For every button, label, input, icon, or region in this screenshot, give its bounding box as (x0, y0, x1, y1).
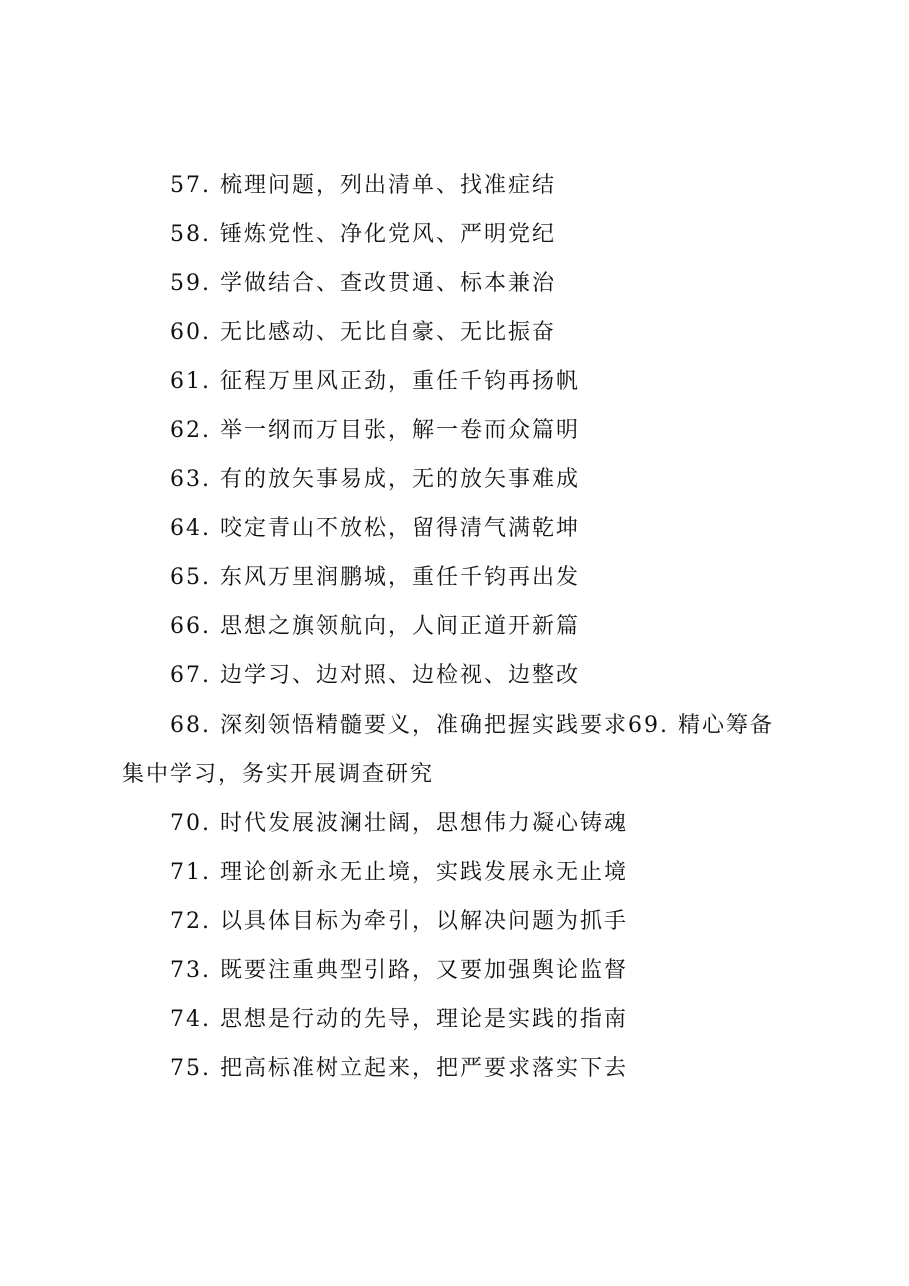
item-number: 60. (170, 320, 211, 345)
list-item (170, 810, 628, 838)
wrapped-item-line-1: 68. 深刻领悟精髓要义，准确把握实践要求69. 精心筹备 (170, 713, 774, 738)
list-item (170, 515, 580, 543)
item-number: 64. (170, 516, 211, 541)
item-number: 58. (170, 222, 211, 247)
list-item (170, 957, 628, 985)
item-number: 62. (170, 418, 211, 443)
item-text: 举一纲而万目张，解一卷而众篇明 (220, 418, 581, 443)
list-item (170, 172, 556, 200)
item-text: 无比感动、无比自豪、无比振奋 (220, 320, 557, 345)
item-text: 咬定青山不放松，留得清气满乾坤 (220, 516, 581, 541)
item-text: 理论创新永无止境，实践发展永无止境 (220, 860, 629, 885)
list-item (170, 319, 556, 347)
wrapped-item-line-2: 集中学习，务实开展调查研究 (122, 762, 435, 787)
item-text: 征程万里风正劲，重任千钧再扬帆 (220, 369, 581, 394)
list-item (170, 270, 556, 298)
list-item (170, 564, 580, 592)
item-number: 71. (170, 860, 211, 885)
list-item (170, 466, 580, 494)
item-text: 时代发展波澜壮阔，思想伟力凝心铸魂 (220, 811, 629, 836)
item-number: 66. (170, 614, 211, 639)
list-item (170, 1006, 628, 1034)
item-text: 既要注重典型引路，又要加强舆论监督 (220, 958, 629, 983)
item-text: 把高标准树立起来，把严要求落实下去 (220, 1056, 629, 1081)
list-item (170, 662, 580, 690)
item-number: 70. (170, 811, 211, 836)
item-text: 有的放矢事易成，无的放矢事难成 (220, 467, 581, 492)
item-number: 61. (170, 369, 211, 394)
item-number: 59. (170, 271, 211, 296)
item-number: 67. (170, 663, 211, 688)
item-text: 以具体目标为牵引，以解决问题为抓手 (220, 909, 629, 934)
item-text: 东风万里润鹏城，重任千钧再出发 (220, 565, 581, 590)
item-text: 锤炼党性、净化党风、严明党纪 (220, 222, 557, 247)
item-text: 思想是行动的先导，理论是实践的指南 (220, 1007, 629, 1032)
list-item (170, 1055, 628, 1083)
item-text: 思想之旗领航向，人间正道开新篇 (220, 614, 581, 639)
item-number: 73. (170, 958, 211, 983)
item-number: 75. (170, 1056, 211, 1081)
item-text: 学做结合、查改贯通、标本兼治 (220, 271, 557, 296)
item-number: 57. (170, 173, 211, 198)
item-number: 74. (170, 1007, 211, 1032)
list-item (170, 908, 628, 936)
list-item (170, 221, 556, 249)
item-text: 梳理问题，列出清单、找准症结 (220, 173, 557, 198)
list-item (170, 417, 580, 445)
list-item (170, 368, 580, 396)
list-item (170, 613, 580, 641)
item-number: 65. (170, 565, 211, 590)
list-item (170, 859, 628, 887)
item-number: 72. (170, 909, 211, 934)
item-number: 63. (170, 467, 211, 492)
item-text: 边学习、边对照、边检视、边整改 (220, 663, 581, 688)
